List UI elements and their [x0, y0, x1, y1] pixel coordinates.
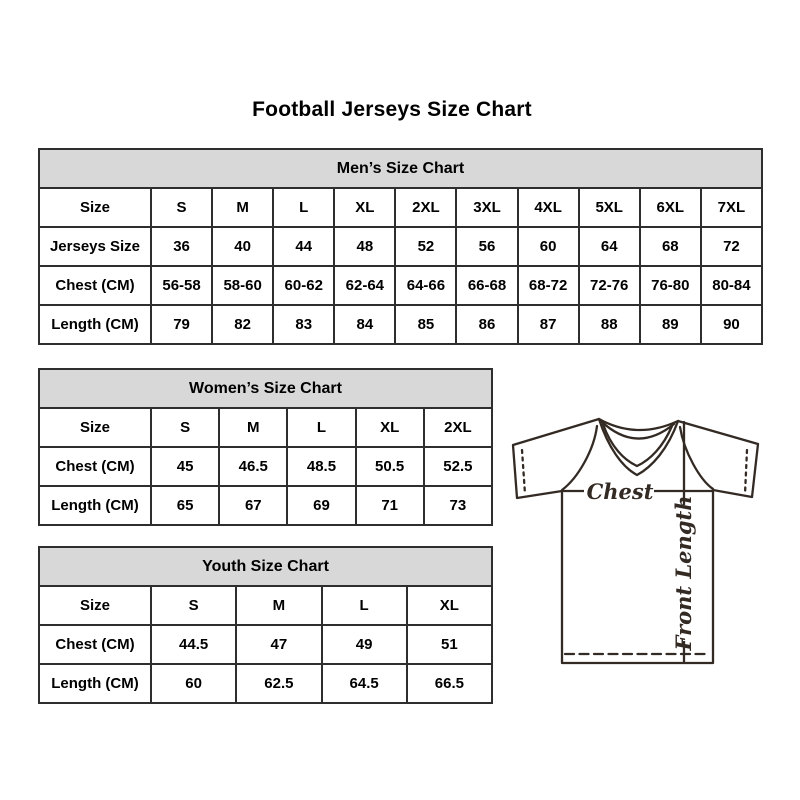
jersey-diagram-svg	[500, 408, 778, 670]
value-cell: 3XL	[456, 188, 517, 227]
value-cell: 64	[579, 227, 640, 266]
value-cell: 71	[356, 486, 424, 525]
value-cell: 48.5	[287, 447, 355, 486]
value-cell: 44.5	[151, 625, 236, 664]
value-cell: 5XL	[579, 188, 640, 227]
table-title: Youth Size Chart	[39, 547, 492, 586]
value-cell: 56	[456, 227, 517, 266]
table-row	[39, 227, 762, 266]
page-title: Football Jerseys Size Chart	[252, 98, 532, 121]
value-cell: 65	[151, 486, 219, 525]
table-row	[39, 305, 762, 344]
row-label-cell: Chest (CM)	[39, 625, 151, 664]
value-cell: 2XL	[395, 188, 456, 227]
table-row	[39, 586, 492, 625]
value-cell: M	[219, 408, 287, 447]
row-label-cell: Jerseys Size	[39, 227, 151, 266]
value-cell: 49	[322, 625, 407, 664]
value-cell: XL	[334, 188, 395, 227]
value-cell: 4XL	[518, 188, 579, 227]
value-cell: 52	[395, 227, 456, 266]
value-cell: 62.5	[236, 664, 321, 703]
value-cell: 84	[334, 305, 395, 344]
value-cell: L	[287, 408, 355, 447]
value-cell: 47	[236, 625, 321, 664]
value-cell: 86	[456, 305, 517, 344]
table-row	[39, 447, 492, 486]
value-cell: 52.5	[424, 447, 492, 486]
value-cell: L	[322, 586, 407, 625]
value-cell: 50.5	[356, 447, 424, 486]
value-cell: S	[151, 188, 212, 227]
row-label-cell: Size	[39, 586, 151, 625]
value-cell: 76-80	[640, 266, 701, 305]
value-cell: 60	[518, 227, 579, 266]
value-cell: 83	[273, 305, 334, 344]
value-cell: 51	[407, 625, 492, 664]
value-cell: 88	[579, 305, 640, 344]
youth-size-table	[38, 546, 493, 704]
mens-size-table	[38, 148, 763, 345]
value-cell: 87	[518, 305, 579, 344]
value-cell: XL	[407, 586, 492, 625]
table-title-row	[39, 547, 492, 586]
value-cell: 66.5	[407, 664, 492, 703]
value-cell: 64-66	[395, 266, 456, 305]
row-label-cell: Chest (CM)	[39, 266, 151, 305]
value-cell: 6XL	[640, 188, 701, 227]
value-cell: M	[212, 188, 273, 227]
row-label-cell: Chest (CM)	[39, 447, 151, 486]
value-cell: 72-76	[579, 266, 640, 305]
value-cell: 58-60	[212, 266, 273, 305]
row-label-cell: Length (CM)	[39, 486, 151, 525]
row-label-cell: Size	[39, 188, 151, 227]
value-cell: L	[273, 188, 334, 227]
value-cell: 46.5	[219, 447, 287, 486]
value-cell: 44	[273, 227, 334, 266]
table-row	[39, 486, 492, 525]
jersey-measurement-diagram	[500, 408, 778, 670]
value-cell: 73	[424, 486, 492, 525]
value-cell: 68	[640, 227, 701, 266]
value-cell: 82	[212, 305, 273, 344]
value-cell: 66-68	[456, 266, 517, 305]
value-cell: S	[151, 586, 236, 625]
value-cell: 60-62	[273, 266, 334, 305]
table-title: Men’s Size Chart	[39, 149, 762, 188]
value-cell: 79	[151, 305, 212, 344]
chest-label: Chest	[586, 479, 654, 504]
table-row	[39, 408, 492, 447]
value-cell: 69	[287, 486, 355, 525]
table-title-row	[39, 149, 762, 188]
value-cell: 48	[334, 227, 395, 266]
value-cell: S	[151, 408, 219, 447]
value-cell: 7XL	[701, 188, 762, 227]
value-cell: 80-84	[701, 266, 762, 305]
value-cell: 45	[151, 447, 219, 486]
value-cell: M	[236, 586, 321, 625]
value-cell: 72	[701, 227, 762, 266]
table-row	[39, 625, 492, 664]
womens-size-table	[38, 368, 493, 526]
value-cell: 85	[395, 305, 456, 344]
table-title: Women’s Size Chart	[39, 369, 492, 408]
value-cell: 89	[640, 305, 701, 344]
value-cell: 36	[151, 227, 212, 266]
row-label-cell: Length (CM)	[39, 664, 151, 703]
row-label-cell: Size	[39, 408, 151, 447]
value-cell: 68-72	[518, 266, 579, 305]
value-cell: 90	[701, 305, 762, 344]
table-row	[39, 188, 762, 227]
value-cell: 40	[212, 227, 273, 266]
value-cell: 64.5	[322, 664, 407, 703]
front-length-label: Front Length	[671, 495, 696, 651]
value-cell: 2XL	[424, 408, 492, 447]
table-row	[39, 266, 762, 305]
value-cell: 60	[151, 664, 236, 703]
value-cell: 67	[219, 486, 287, 525]
value-cell: 62-64	[334, 266, 395, 305]
value-cell: XL	[356, 408, 424, 447]
value-cell: 56-58	[151, 266, 212, 305]
row-label-cell: Length (CM)	[39, 305, 151, 344]
jersey-outline	[513, 419, 758, 663]
table-title-row	[39, 369, 492, 408]
table-row	[39, 664, 492, 703]
